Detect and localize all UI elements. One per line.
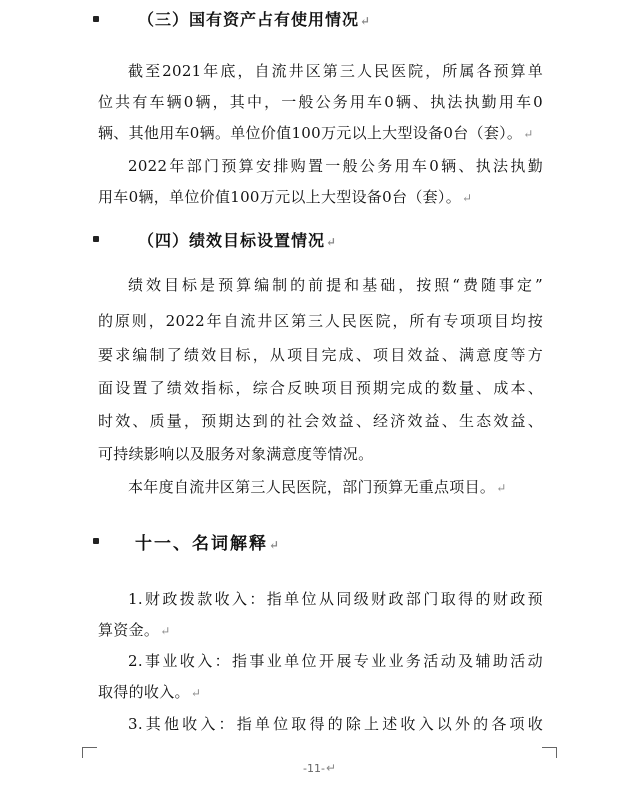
paragraph-bullet [93,236,99,242]
paragraph-line: 辆、其他用车0辆。单位价值100万元以上大型设备0台（套）。↵ [98,124,534,142]
paragraph-line: 2022年部门预算安排购置一般公务用车0辆、执法执勤 [128,157,543,175]
paragraph-line: 截至2021年底，自流井区第三人民医院，所属各预算单 [128,62,543,80]
paragraph-line: 面设置了绩效指标，综合反映项目预期完成的数量、成本、 [98,379,543,397]
paragraph-line: 绩效目标是预算编制的前提和基础，按照“费随事定” [128,276,543,294]
paragraph-line: 3.其他收入：指单位取得的除上述收入以外的各项收 [128,715,543,733]
paragraph-line: 可持续影响以及服务对象满意度等情况。 [98,445,374,463]
paragraph-line: 取得的收入。↵ [98,683,202,701]
page-margin-mark [542,747,557,758]
paragraph-line: 时效、质量，预期达到的社会效益、经济效益、生态效益、 [98,412,543,430]
section-heading: 十一、名词解释↵ [135,534,282,554]
paragraph-line: 本年度自流井区第三人民医院，部门预算无重点项目。↵ [128,478,507,496]
paragraph-line: 1.财政拨款收入：指单位从同级财政部门取得的财政预 [128,590,543,608]
paragraph-line: 算资金。↵ [98,621,171,639]
paragraph-bullet [93,538,99,544]
page-margin-mark [82,747,97,758]
paragraph-line: 要求编制了绩效目标，从项目完成、项目效益、满意度等方 [98,346,543,364]
paragraph-bullet [93,16,99,22]
page-number: -11-↵ [303,761,336,775]
paragraph-line: 用车0辆，单位价值100万元以上大型设备0台（套）。↵ [98,188,473,206]
paragraph-line: 位共有车辆0辆，其中，一般公务用车0辆、执法执勤用车0 [98,93,543,111]
section-heading: （三）国有资产占有使用情况↵ [138,10,372,29]
paragraph-line: 的原则，2022年自流井区第三人民医院，所有专项项目均按 [98,312,543,330]
paragraph-line: 2.事业收入：指事业单位开展专业业务活动及辅助活动 [128,652,543,670]
section-heading: （四）绩效目标设置情况↵ [138,231,338,250]
